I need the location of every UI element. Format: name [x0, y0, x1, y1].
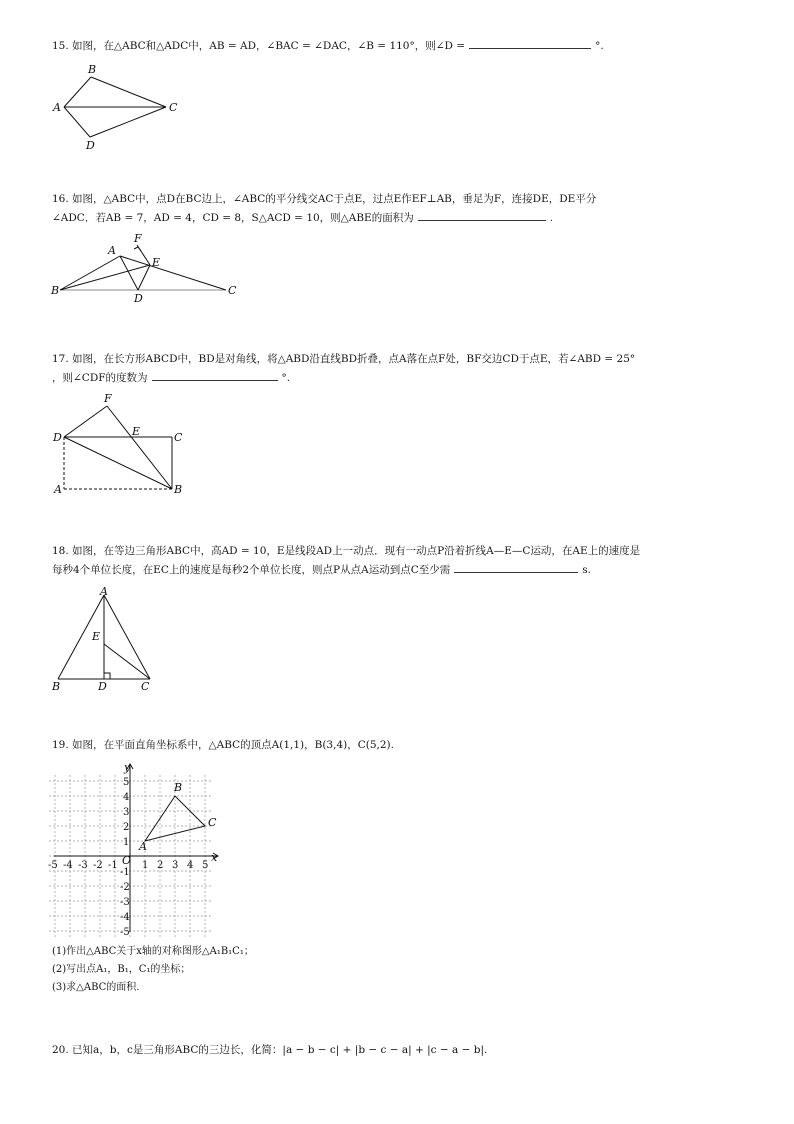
y-tick-label: 1: [123, 837, 130, 848]
q15-label-b: B: [88, 63, 97, 76]
q15-label-c: C: [169, 101, 178, 114]
question-16: [52, 190, 596, 228]
x-tick-label: -2: [93, 860, 103, 871]
q19-subquestion-1: (1)作出△ABC关于x轴的对称图形△A₁B₁C₁；: [52, 946, 254, 957]
q19-label-a: A: [139, 840, 147, 853]
y-tick-label: 4: [123, 792, 130, 803]
x-tick-label: -4: [63, 860, 73, 871]
q16-label-f: F: [134, 232, 142, 245]
q15-answer-blank[interactable]: [469, 38, 591, 49]
q17-label-b: B: [174, 483, 183, 496]
q17-label-a: A: [54, 483, 62, 496]
q18-text-line1: 18. 如图，在等边三角形ABC中，高AD = 10，E是线段AD上一动点．现有一动点P沿着折线A—E—C运动，在AE上的速度是: [52, 545, 641, 557]
q18-figure: [48, 585, 163, 693]
q17-label-d: D: [53, 431, 62, 444]
q16-answer-blank[interactable]: [418, 210, 546, 221]
q16-text-line1: 16. 如图，△ABC中，点D在BC边上，∠ABC的平分线交AC于点E，过点E作EF⊥AB，垂足为F，连接DE，DE平分: [52, 193, 597, 205]
q18-text-line2: 每秒4个单位长度，在EC上的速度是每秒2个单位长度，则点P从点A运动到点C至少需: [52, 564, 451, 576]
q19-coordinate-grid: [50, 760, 225, 938]
x-tick-label: 1: [142, 860, 149, 871]
x-tick-label: -5: [48, 860, 58, 871]
q18-label-d: D: [98, 680, 107, 693]
x-tick-label: 5: [202, 860, 209, 871]
x-tick-label: 4: [187, 860, 194, 871]
y-tick-label: -1: [120, 867, 130, 878]
y-tick-label: 3: [123, 807, 130, 818]
q17-figure: [50, 390, 200, 500]
q16-tail: .: [549, 212, 554, 224]
question-20: [52, 1041, 487, 1060]
triangle-abc: [145, 796, 205, 841]
q17-label-f: F: [104, 392, 112, 405]
q17-text-line1: 17. 如图，在长方形ABCD中，BD是对角线，将△ABD沿直线BD折叠，点A落在点F处，BF交边CD于点E，若∠ABD = 25°: [52, 353, 636, 365]
q15-text: 15. 如图，在△ABC和△ADC中，AB = AD，∠BAC = ∠DAC，∠B = 110°，则∠D =: [52, 40, 466, 52]
q18-answer-blank[interactable]: [454, 562, 578, 573]
q15-tail: °.: [595, 40, 604, 52]
q16-text-line2: ∠ADC．若AB = 7，AD = 4，CD = 8，S△ACD = 10，则△ABE的面积为: [52, 212, 414, 224]
q19-label-b: B: [174, 781, 183, 794]
q16-figure: [50, 232, 245, 307]
question-19: [52, 736, 394, 755]
q18-label-b: B: [52, 680, 61, 693]
x-tick-label: 2: [157, 860, 164, 871]
q18-label-e: E: [92, 630, 101, 643]
q16-label-a: A: [108, 244, 116, 257]
q18-label-a: A: [100, 585, 108, 598]
q19-y-axis-label: y: [124, 761, 131, 774]
q17-answer-blank[interactable]: [152, 370, 278, 381]
q19-subquestion-2: (2)写出点A₁，B₁，C₁的坐标；: [52, 964, 191, 975]
y-tick-label: -3: [120, 897, 130, 908]
q19-label-c: C: [208, 816, 217, 829]
q16-label-e: E: [152, 256, 161, 269]
q17-tail: °.: [281, 372, 291, 384]
question-15: [52, 37, 604, 56]
q19-x-axis-label: x: [211, 851, 218, 864]
q18-label-c: C: [141, 680, 150, 693]
y-tick-label: -4: [120, 912, 130, 923]
y-tick-label: 5: [123, 777, 130, 788]
question-18: [52, 542, 640, 580]
q17-label-e: E: [132, 425, 141, 438]
q17-label-c: C: [174, 431, 183, 444]
x-tick-label: -1: [108, 860, 118, 871]
q18-tail: s.: [582, 564, 591, 576]
x-tick-label: 3: [172, 860, 179, 871]
q20-text: 20. 已知a，b，c是三角形ABC的三边长，化简：|a − b − c| + |b − c − a| + |c − a − b|.: [52, 1044, 488, 1056]
x-tick-label: -3: [78, 860, 88, 871]
q16-label-c: C: [228, 284, 237, 297]
q15-figure: [50, 60, 190, 155]
y-tick-label: -5: [120, 927, 130, 938]
q19-origin-label: O: [122, 854, 132, 867]
q15-label-d: D: [86, 139, 95, 152]
q15-label-a: A: [53, 101, 61, 114]
question-17: [52, 350, 635, 388]
q17-text-line2: ，则∠CDF的度数为: [52, 372, 148, 384]
q19-text: 19. 如图，在平面直角坐标系中，△ABC的顶点A(1,1)，B(3,4)，C(5,2).: [52, 739, 394, 751]
q16-label-d: D: [134, 292, 143, 305]
q19-subquestion-3: (3)求△ABC的面积.: [52, 982, 140, 993]
y-tick-label: -2: [120, 882, 130, 893]
q16-label-b: B: [51, 284, 60, 297]
y-tick-label: 2: [123, 822, 130, 833]
